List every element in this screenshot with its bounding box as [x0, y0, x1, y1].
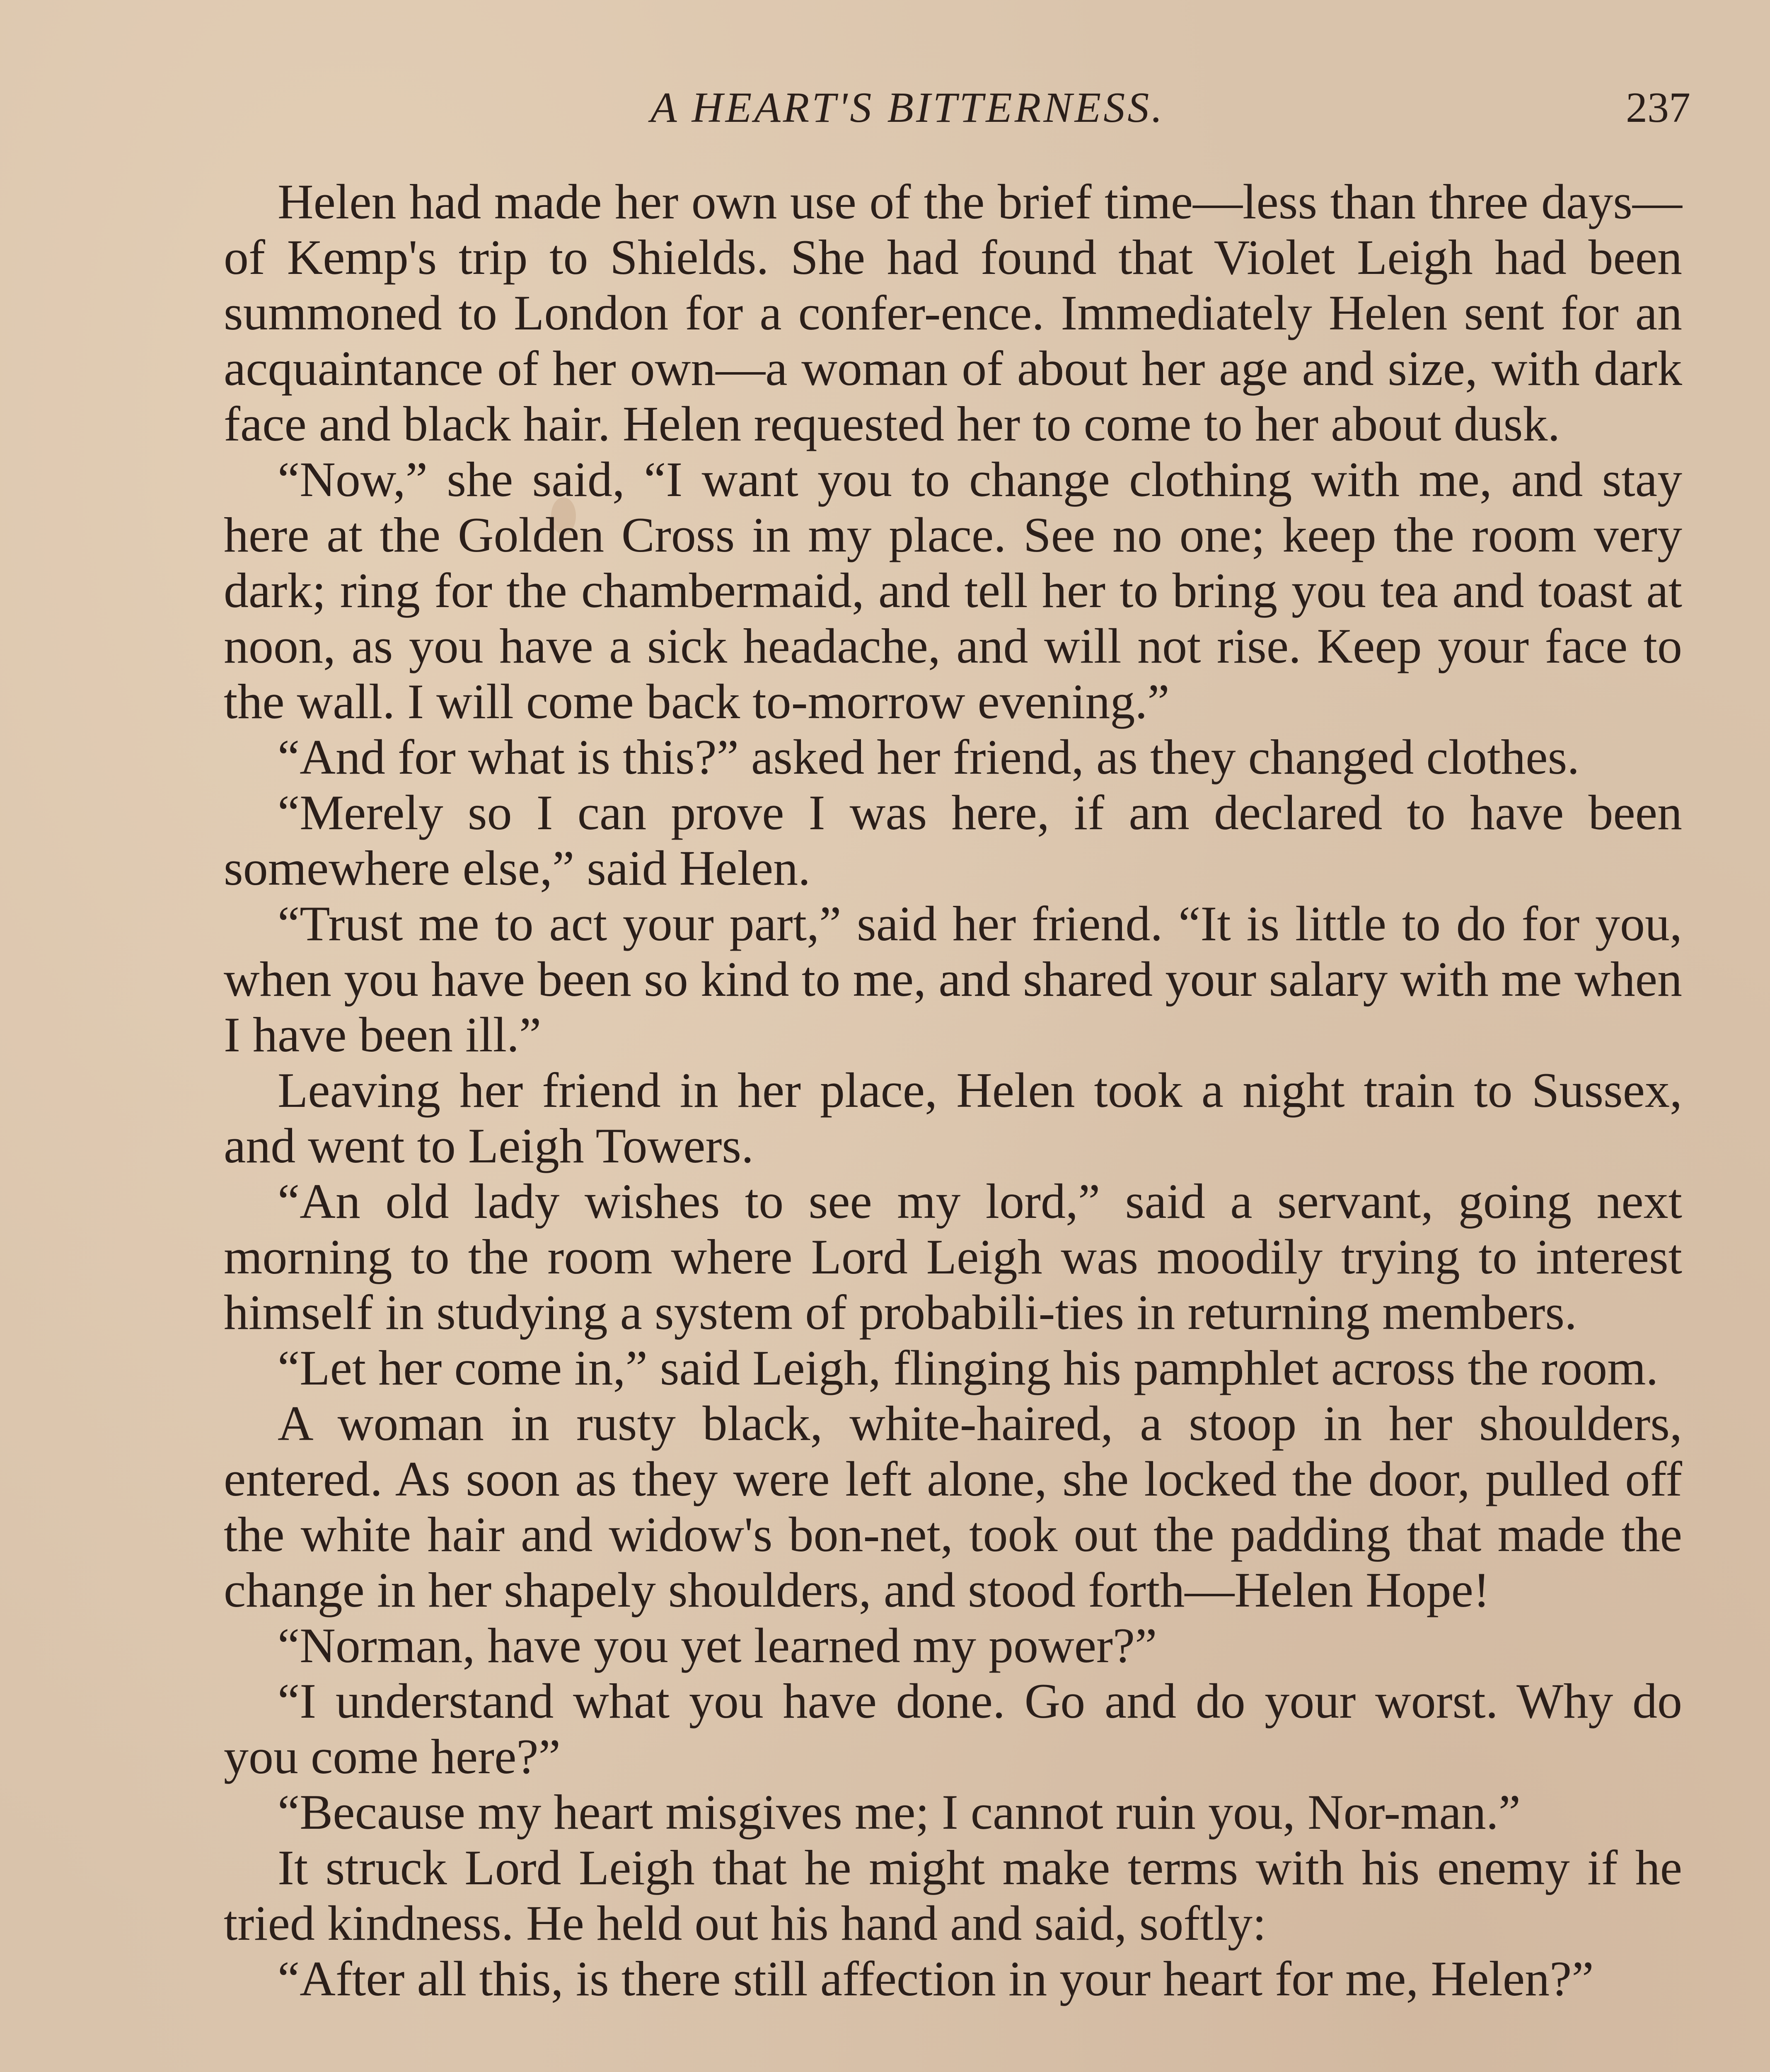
page-number: 237 — [1626, 84, 1690, 131]
paragraph: “Norman, have you yet learned my power?” — [278, 1618, 1157, 1673]
paragraph: Helen had made her own use of the brief time—less than three days—of Kemp's trip to Shields. She had found that Violet Leigh had been summoned to London for a confer-ence. Immediately Helen sent for an acquaintance of her own—a woman of about her age and size, with dark face and black hair. Helen requested her to come to her about dusk. — [224, 174, 1682, 451]
paragraph: “An old lady wishes to see my lord,” said a servant, going next morning to the room where Lord Leigh was moodily trying to interest himself in studying a system of probabili-ties in returning members. — [224, 1174, 1682, 1340]
body-text — [224, 174, 1682, 2007]
paragraph: “Trust me to act your part,” said her friend. “It is little to do for you, when you have been so kind to me, and shared your salary with me when I have been ill.” — [224, 896, 1682, 1062]
running-head — [224, 77, 1690, 139]
paragraph: “Now,” she said, “I want you to change clothing with me, and stay here at the Golden Cross in my place. See no one; keep the room very dark; ring for the chambermaid, and tell her to bring you tea and toast at noon, as you have a sick headache, and will not rise. Keep your face to the wall. I will come back to-morrow evening.” — [224, 452, 1682, 729]
paragraph: “Because my heart misgives me; I cannot ruin you, Nor-man.” — [278, 1784, 1521, 1840]
paragraph: “After all this, is there still affection in your heart for me, Helen?” — [278, 1951, 1594, 2006]
paragraph: “I understand what you have done. Go and do your worst. Why do you come here?” — [224, 1673, 1682, 1784]
paragraph: “Let her come in,” said Leigh, flinging his pamphlet across the room. — [278, 1340, 1659, 1395]
paragraph: It struck Lord Leigh that he might make terms with his enemy if he tried kindness. He held out his hand and said, softly: — [224, 1840, 1682, 1951]
paragraph: A woman in rusty black, white-haired, a stoop in her shoulders, entered. As soon as they were left alone, she locked the door, pulled off the white hair and widow's bon-net, took out the padding that made the change in her shapely shoulders, and stood forth—Helen Hope! — [224, 1396, 1682, 1617]
paragraph: “Merely so I can prove I was here, if am declared to have been somewhere else,” said Helen. — [224, 785, 1682, 896]
paragraph: Leaving her friend in her place, Helen took a night train to Sussex, and went to Leigh Towers. — [224, 1063, 1682, 1173]
paragraph: “And for what is this?” asked her friend, as they changed clothes. — [278, 729, 1580, 784]
running-title: A HEART'S BITTERNESS. — [650, 84, 1165, 131]
